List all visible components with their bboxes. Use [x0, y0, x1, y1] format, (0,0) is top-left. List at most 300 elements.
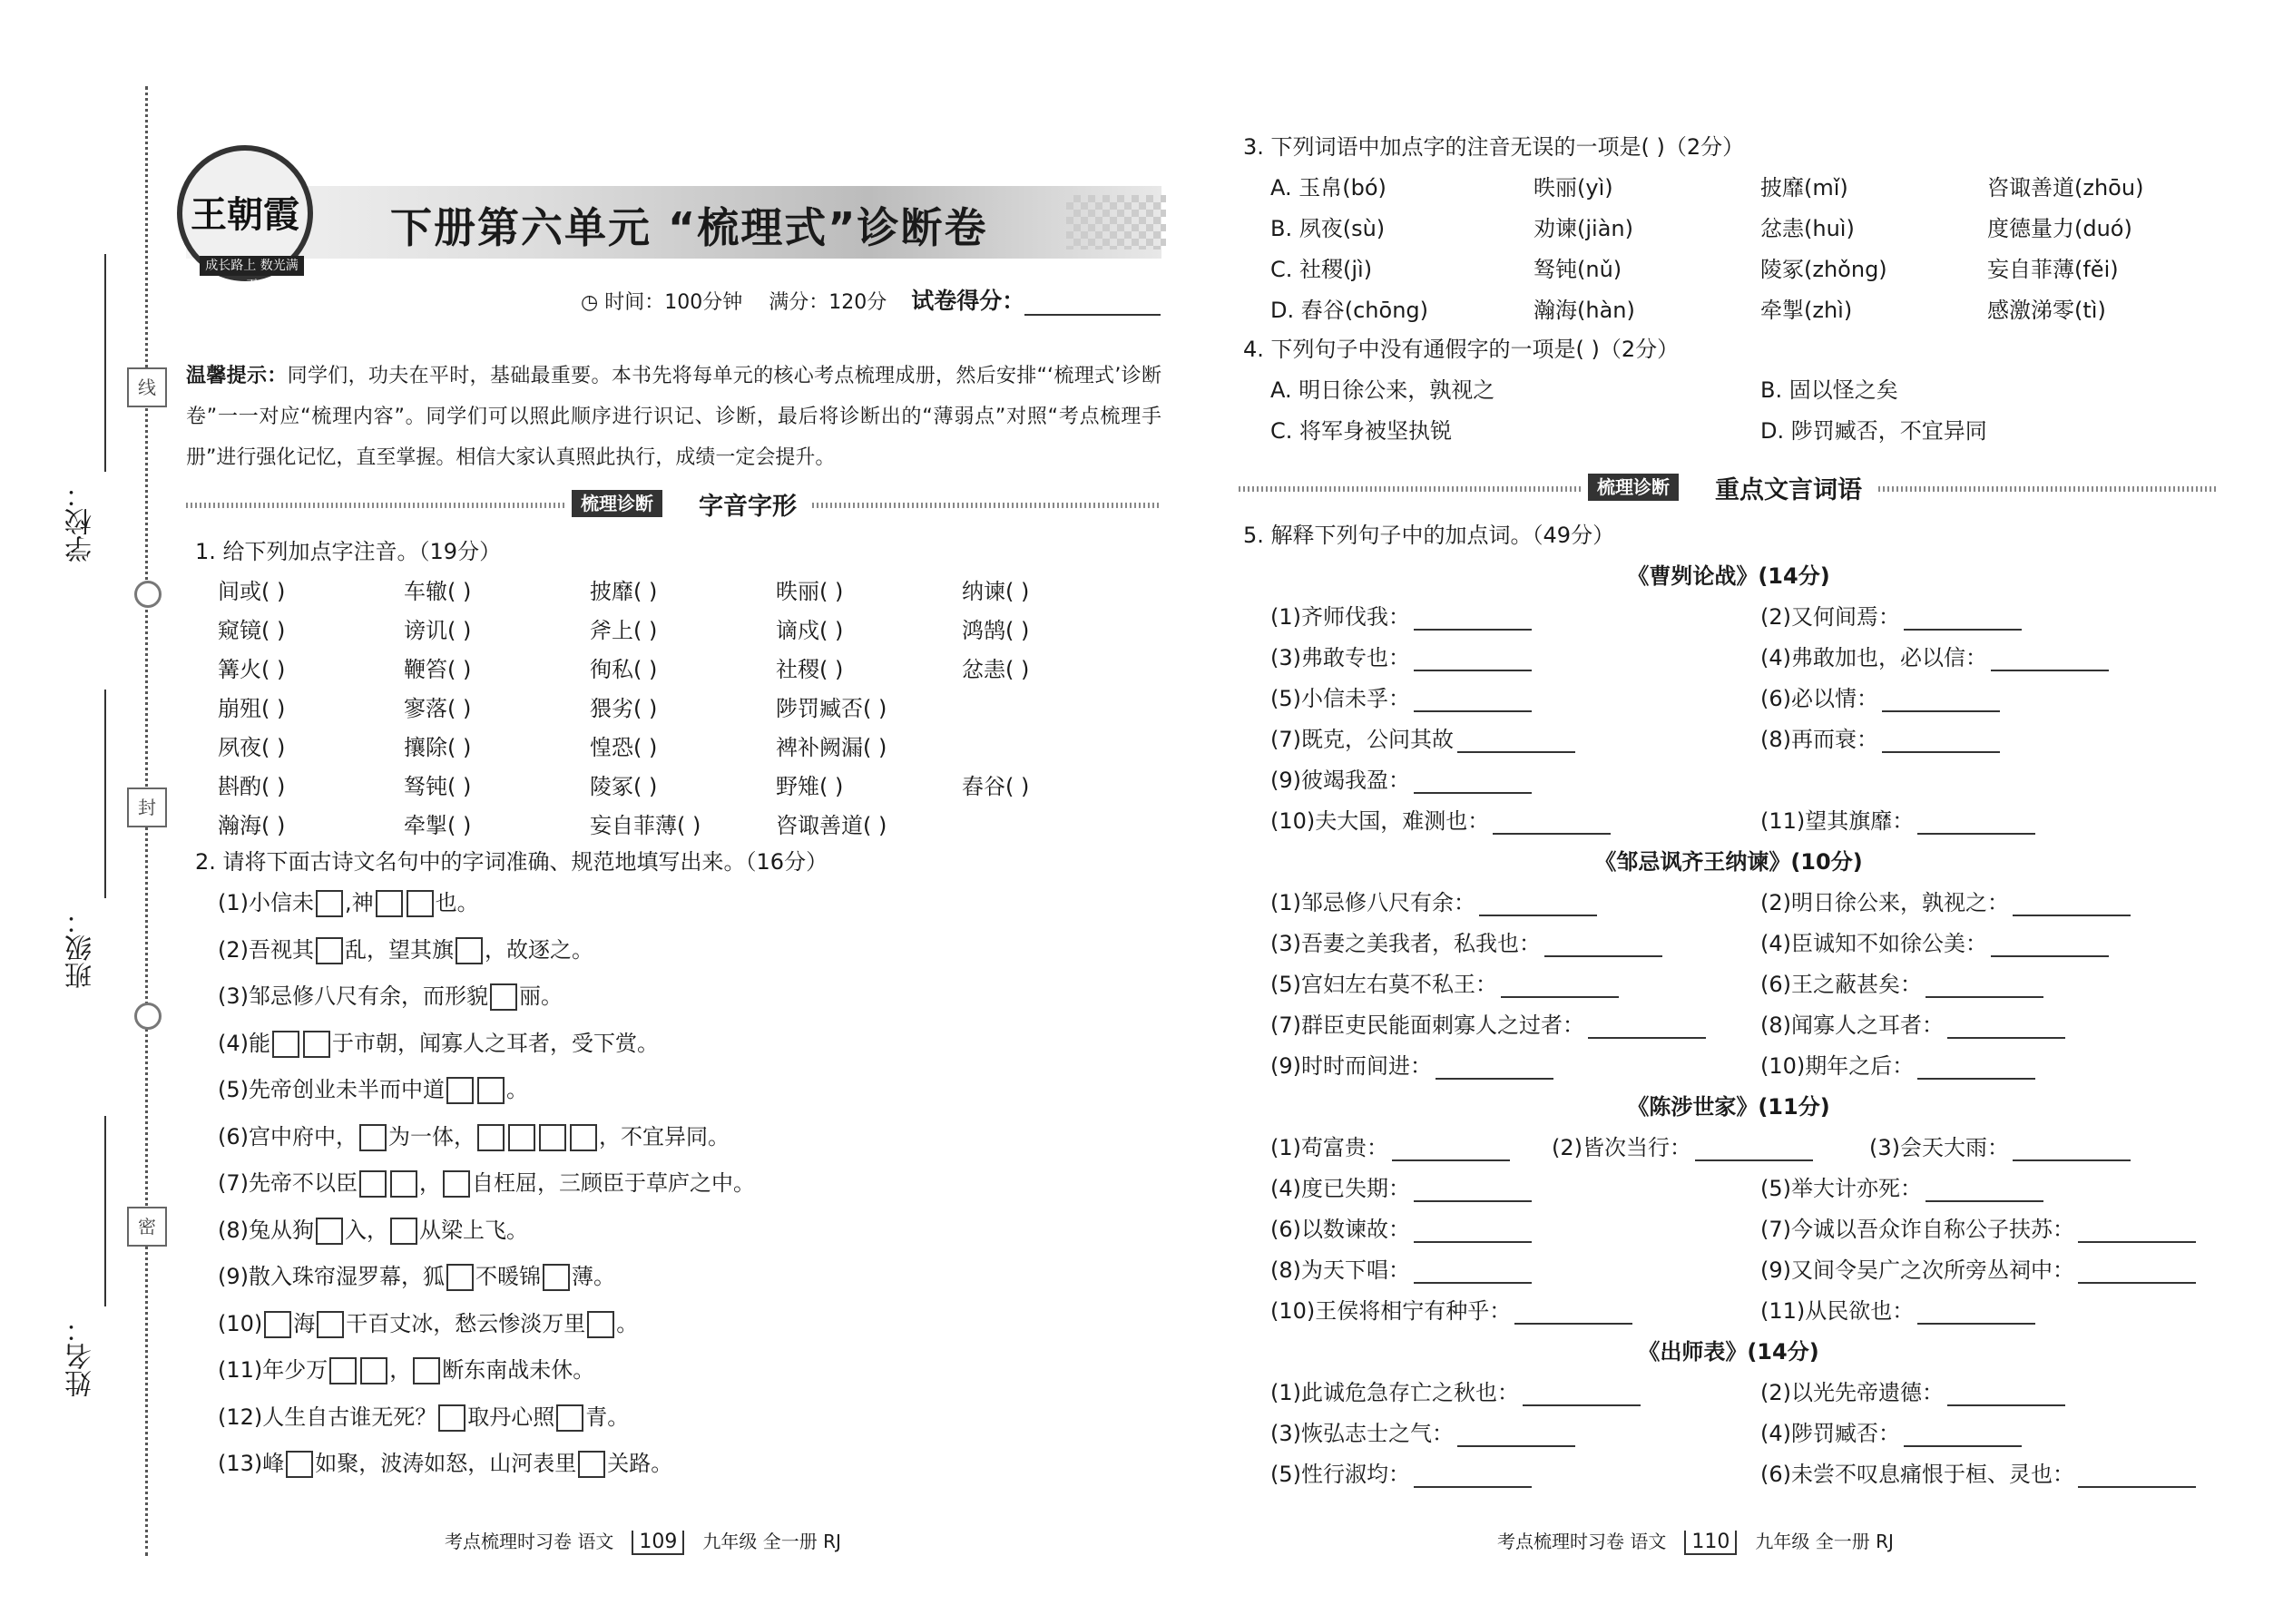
- page-title: 下册第六单元 “梳理式”诊断卷: [390, 203, 988, 252]
- answer-blank[interactable]: [1544, 934, 1662, 957]
- question-5-title: 5. 解释下列句子中的加点词。（49分）: [1243, 523, 1615, 548]
- pinyin-item[interactable]: 牵掣( ): [404, 813, 472, 838]
- question-4-title: 4. 下列句子中没有通假字的一项是( )（2分）: [1243, 337, 1680, 362]
- text-subtitle: 《出师表》(14分): [1638, 1339, 1819, 1365]
- item-text: 。: [616, 1310, 639, 1336]
- item-text: 于市朝，闻寡人之耳者，受下赏。: [332, 1030, 659, 1056]
- item-text: ，故逐之。: [485, 936, 593, 963]
- answer-blank[interactable]: [2078, 1219, 2196, 1243]
- explain-prompt: (5)宫妇左右莫不私王：: [1270, 972, 1497, 997]
- answer-box[interactable]: [303, 1031, 330, 1058]
- item-text: 乱，望其旗: [345, 936, 454, 963]
- fill-in-item: [218, 932, 593, 964]
- pinyin-item[interactable]: 裨补阙漏( ): [776, 735, 887, 760]
- item-text: 从梁上飞。: [419, 1217, 528, 1243]
- score-blank[interactable]: [1024, 292, 1161, 316]
- option-word: 度德量力(duó): [1987, 216, 2132, 241]
- section-dash-left: [1239, 486, 1583, 492]
- question-2-title: 2. 请将下面古诗文名句中的字词准确、规范地填写出来。（16分）: [195, 849, 828, 875]
- answer-box[interactable]: [272, 1031, 299, 1058]
- item-number: (2): [218, 936, 249, 963]
- answer-box[interactable]: [477, 1124, 505, 1151]
- question-4-option-c[interactable]: C. 将军身被坚执锐: [1270, 418, 1453, 444]
- answer-box[interactable]: [316, 890, 343, 917]
- answer-blank[interactable]: [1917, 1056, 2035, 1080]
- answer-box[interactable]: [508, 1124, 535, 1151]
- item-text: 为一体，: [388, 1123, 475, 1150]
- explain-prompt: (11)从民欲也：: [1760, 1298, 1915, 1324]
- item-number: (9): [218, 1264, 249, 1289]
- explain-prompt: (6)以数谏故：: [1270, 1217, 1410, 1242]
- pinyin-item[interactable]: 鸿鹄( ): [962, 618, 1030, 643]
- answer-box[interactable]: [317, 1311, 344, 1338]
- section-tag: 梳理诊断: [572, 490, 662, 517]
- page-number: 109: [632, 1531, 684, 1555]
- explain-item: [1270, 803, 1611, 835]
- item-text: 也。: [435, 890, 479, 915]
- option-word: 陵冢(zhǒng): [1760, 257, 1887, 282]
- explain-item: [1270, 885, 1597, 916]
- item-text: 能: [249, 1030, 270, 1056]
- pinyin-item[interactable]: 徇私( ): [590, 657, 658, 682]
- answer-box[interactable]: [264, 1311, 291, 1338]
- brand-logo-slogan: 成长路上 数光满天: [200, 256, 304, 276]
- explain-prompt: (4)臣诚知不如徐公美：: [1760, 931, 1987, 956]
- option-word: 劝谏(jiàn): [1534, 216, 1633, 241]
- answer-box[interactable]: [316, 1218, 343, 1245]
- answer-box[interactable]: [329, 1357, 357, 1384]
- seal-mark-secret: 密: [127, 1207, 167, 1247]
- pinyin-item[interactable]: 舂谷( ): [962, 774, 1030, 799]
- explain-prompt: (7)既克，公问其故: [1270, 727, 1454, 752]
- answer-box[interactable]: [359, 1124, 387, 1151]
- answer-blank[interactable]: [2078, 1260, 2196, 1284]
- item-text: 干百丈冰，愁云惨淡万里: [346, 1310, 586, 1336]
- explain-item: [1760, 925, 2109, 957]
- option-label[interactable]: C. 社稷(jì): [1270, 257, 1373, 282]
- explain-item: [1270, 1130, 1510, 1161]
- pinyin-item[interactable]: 谪戍( ): [776, 618, 844, 643]
- answer-blank[interactable]: [1917, 811, 2035, 835]
- question-4-option-b[interactable]: B. 固以怪之矣: [1760, 377, 1898, 403]
- explain-item: [1869, 1130, 2131, 1161]
- pinyin-item[interactable]: 车辙( ): [404, 579, 472, 604]
- answer-blank[interactable]: [1947, 1383, 2065, 1406]
- binding-ring-icon: [134, 1003, 162, 1030]
- item-text: 自枉屈，三顾臣于草庐之中。: [472, 1170, 755, 1196]
- item-text: 邹忌修八尺有余，而形貌: [249, 983, 488, 1009]
- item-text: 宫中府中，: [249, 1123, 358, 1150]
- answer-box[interactable]: [360, 1357, 387, 1384]
- answer-box[interactable]: [407, 890, 434, 917]
- answer-box[interactable]: [477, 1077, 505, 1104]
- answer-blank[interactable]: [1414, 689, 1532, 712]
- item-number: (4): [218, 1030, 249, 1056]
- pinyin-item[interactable]: 披靡( ): [590, 579, 658, 604]
- text-subtitle: 《陈涉世家》(11分): [1627, 1094, 1830, 1120]
- answer-blank[interactable]: [1414, 1219, 1532, 1243]
- explain-prompt: (8)为天下唱：: [1270, 1257, 1410, 1283]
- section-dash-right: [1878, 486, 2219, 492]
- fill-in-item: [218, 1025, 659, 1058]
- answer-blank[interactable]: [1501, 974, 1619, 998]
- answer-box[interactable]: [490, 983, 517, 1011]
- fill-in-item: [218, 978, 563, 1011]
- footer-series: 考点梳理时习卷 语文: [445, 1531, 614, 1552]
- text-subtitle: 《邹忌讽齐王纳谏》(10分): [1594, 849, 1863, 875]
- section-title: 重点文言词语: [1715, 476, 1862, 504]
- answer-blank[interactable]: [1436, 1056, 1553, 1080]
- item-number: (1): [218, 890, 249, 915]
- answer-box[interactable]: [286, 1451, 313, 1478]
- answer-blank[interactable]: [1414, 1179, 1532, 1202]
- explain-prompt: (9)时时而间进：: [1270, 1053, 1432, 1079]
- answer-blank[interactable]: [1457, 1423, 1575, 1447]
- item-number: (6): [218, 1123, 249, 1150]
- section-dash-right: [812, 503, 1161, 508]
- answer-box[interactable]: [443, 1170, 470, 1198]
- answer-blank[interactable]: [1588, 1015, 1706, 1039]
- option-label[interactable]: B. 夙夜(sù): [1270, 216, 1386, 241]
- footer-left: [445, 1527, 841, 1555]
- banner-pattern: [1066, 195, 1166, 249]
- option-word: 咨诹善道(zhōu): [1987, 175, 2144, 201]
- explain-item: [1270, 640, 1532, 671]
- explain-item: [1270, 966, 1619, 998]
- item-text: 丽。: [519, 983, 563, 1009]
- answer-box[interactable]: [390, 1218, 417, 1245]
- option-word: 瀚海(hàn): [1534, 298, 1635, 323]
- item-number: (12): [218, 1404, 263, 1430]
- option-word: 昳丽(yì): [1534, 175, 1613, 201]
- section-title: 字音字形: [699, 493, 797, 521]
- explain-item: [1270, 1375, 1641, 1406]
- explain-prompt: (10)期年之后：: [1760, 1053, 1915, 1079]
- answer-blank[interactable]: [2013, 893, 2131, 916]
- explain-prompt: (10)夫大国，难测也：: [1270, 808, 1490, 834]
- name-label: 姓名：: [65, 1316, 97, 1397]
- item-text: 薄。: [572, 1264, 615, 1289]
- item-text: 兔从狗: [249, 1217, 314, 1243]
- option-label[interactable]: D. 舂谷(chōng): [1270, 298, 1428, 323]
- question-1-title: 1. 给下列加点字注音。（19分）: [195, 539, 502, 564]
- explain-item: [1270, 680, 1532, 712]
- item-text: 人生自古谁无死？: [262, 1404, 437, 1430]
- seal-mark-line: 线: [127, 367, 167, 407]
- explain-item: [1760, 1211, 2196, 1243]
- answer-blank[interactable]: [1991, 934, 2109, 957]
- class-underline: [104, 690, 106, 898]
- binding-ring-icon: [134, 581, 162, 608]
- item-text: 吾视其: [249, 936, 314, 963]
- explain-prompt: (4)弗敢加也，必以信：: [1760, 645, 1987, 670]
- explain-prompt: (7)今诚以吾众诈自称公子扶苏：: [1760, 1217, 2074, 1242]
- explain-prompt: (2)皆次当行：: [1552, 1135, 1691, 1160]
- item-text: 关路。: [607, 1451, 673, 1476]
- explain-item: [1760, 966, 2043, 998]
- footer-grade: 九年级 全一册 RJ: [1755, 1531, 1894, 1552]
- item-number: (13): [218, 1451, 263, 1476]
- pinyin-item[interactable]: 瀚海( ): [218, 813, 286, 838]
- item-text: 。: [506, 1077, 528, 1102]
- fill-in-item: [218, 1445, 672, 1478]
- explain-prompt: (6)必以情：: [1760, 686, 1878, 711]
- answer-blank[interactable]: [1414, 1260, 1532, 1284]
- fill-in-item: [218, 1399, 629, 1432]
- answer-blank[interactable]: [1457, 729, 1575, 753]
- answer-blank[interactable]: [1695, 1138, 1813, 1161]
- item-number: (8): [218, 1217, 249, 1243]
- answer-box[interactable]: [438, 1404, 465, 1432]
- explain-item: [1760, 803, 2035, 835]
- explain-prompt: (3)吾妻之美我者，私我也：: [1270, 931, 1541, 956]
- answer-box[interactable]: [539, 1124, 566, 1151]
- name-underline: [104, 1116, 106, 1306]
- answer-box[interactable]: [359, 1170, 387, 1198]
- answer-blank[interactable]: [1904, 607, 2022, 631]
- answer-blank[interactable]: [1493, 811, 1611, 835]
- pinyin-item[interactable]: 纳谏( ): [962, 579, 1030, 604]
- explain-item: [1760, 599, 2022, 631]
- pinyin-item[interactable]: 陵冢( ): [590, 774, 658, 799]
- answer-box[interactable]: [587, 1311, 614, 1338]
- explain-item: [1270, 1211, 1532, 1243]
- pinyin-item[interactable]: 斧上( ): [590, 618, 658, 643]
- explain-prompt: (7)群臣吏民能面刺寡人之过者：: [1270, 1013, 1584, 1038]
- explain-prompt: (9)又间令吴广之次所旁丛祠中：: [1760, 1257, 2074, 1283]
- item-text: 年少万: [262, 1357, 328, 1383]
- item-text: 青。: [585, 1404, 630, 1430]
- pinyin-item[interactable]: 昳丽( ): [776, 579, 844, 604]
- pinyin-item[interactable]: 驽钝( ): [404, 774, 472, 799]
- option-word: 妄自菲薄(fěi): [1987, 257, 2119, 282]
- pinyin-item[interactable]: 陟罚臧否( ): [776, 696, 887, 721]
- item-text: ，: [389, 1357, 412, 1383]
- footer-series: 考点梳理时习卷 语文: [1497, 1531, 1667, 1552]
- explain-item: [1270, 1252, 1532, 1284]
- question-4-option-a[interactable]: A. 明日徐公来，孰视之: [1270, 377, 1495, 403]
- answer-box[interactable]: [316, 937, 343, 964]
- item-text: 海: [293, 1310, 316, 1336]
- pinyin-item[interactable]: 忿恚( ): [962, 657, 1030, 682]
- pinyin-item[interactable]: 谤讥( ): [404, 618, 472, 643]
- explain-prompt: (9)彼竭我盈：: [1270, 768, 1410, 793]
- pinyin-item[interactable]: 猥劣( ): [590, 696, 658, 721]
- explain-prompt: (2)明日徐公来，孰视之：: [1760, 890, 2009, 915]
- item-text: 取丹心照: [467, 1404, 555, 1430]
- item-text: 不暖锦: [475, 1264, 541, 1289]
- pinyin-item[interactable]: 篝火( ): [218, 657, 286, 682]
- tip-box: [186, 356, 1161, 478]
- answer-box[interactable]: [413, 1357, 440, 1384]
- answer-box[interactable]: [376, 890, 403, 917]
- pinyin-item[interactable]: 妄自菲薄( ): [590, 813, 701, 838]
- answer-box[interactable]: [578, 1451, 605, 1478]
- fill-in-item: [218, 1165, 755, 1198]
- item-text: 入，: [345, 1217, 388, 1243]
- explain-item: [1760, 1415, 2022, 1447]
- explain-prompt: (3)恢弘志士之气：: [1270, 1421, 1454, 1446]
- pinyin-item[interactable]: 鞭笞( ): [404, 657, 472, 682]
- answer-box[interactable]: [446, 1077, 474, 1104]
- answer-box[interactable]: [556, 1404, 583, 1432]
- item-text: 断东南战未休。: [442, 1357, 595, 1383]
- explain-prompt: (1)齐师伐我：: [1270, 604, 1410, 630]
- option-word: 牵掣(zhì): [1760, 298, 1853, 323]
- pinyin-item[interactable]: 窥镜( ): [218, 618, 286, 643]
- explain-prompt: (4)度已失期：: [1270, 1176, 1410, 1201]
- section-header-classical-words: [1239, 472, 2219, 504]
- answer-blank[interactable]: [1947, 1015, 2065, 1039]
- option-label[interactable]: A. 玉帛(bó): [1270, 175, 1387, 201]
- explain-item: [1760, 885, 2131, 916]
- answer-box[interactable]: [570, 1124, 597, 1151]
- pinyin-item[interactable]: 咨诹善道( ): [776, 813, 887, 838]
- answer-blank[interactable]: [2078, 1464, 2196, 1488]
- question-4-option-d[interactable]: D. 陟罚臧否，不宜异同: [1760, 418, 1987, 444]
- explain-item: [1270, 599, 1532, 631]
- answer-blank[interactable]: [1926, 974, 2043, 998]
- pinyin-item[interactable]: 惶恐( ): [590, 735, 658, 760]
- answer-blank[interactable]: [2013, 1138, 2131, 1161]
- fill-in-item: [218, 1258, 615, 1291]
- item-number: (10): [218, 1310, 263, 1336]
- pinyin-item[interactable]: 社稷( ): [776, 657, 844, 682]
- explain-item: [1270, 1293, 1632, 1325]
- footer-right: [1497, 1527, 1894, 1555]
- option-word: 驽钝(nǔ): [1534, 257, 1622, 282]
- explain-prompt: (4)陟罚臧否：: [1760, 1421, 1900, 1446]
- name-field: [54, 1116, 136, 1624]
- item-text: 先帝创业未半而中道: [249, 1077, 445, 1102]
- answer-blank[interactable]: [1926, 1179, 2043, 1202]
- answer-blank[interactable]: [1991, 648, 2109, 671]
- option-word: 忿恚(huì): [1760, 216, 1855, 241]
- answer-box[interactable]: [446, 1264, 474, 1291]
- option-word: 感激涕零(tì): [1987, 298, 2106, 323]
- pinyin-item[interactable]: 夙夜( ): [218, 735, 286, 760]
- item-text: 散入珠帘湿罗幕，狐: [249, 1264, 445, 1289]
- item-number: (3): [218, 983, 249, 1009]
- explain-prompt: (3)会天大雨：: [1869, 1135, 2009, 1160]
- answer-blank[interactable]: [1414, 648, 1532, 671]
- fill-in-item: [218, 1119, 730, 1151]
- item-text: ，: [419, 1170, 441, 1196]
- school-underline: [104, 254, 106, 472]
- answer-blank[interactable]: [1514, 1301, 1632, 1325]
- explain-prompt: (11)望其旗靡：: [1760, 808, 1915, 834]
- explain-prompt: (8)闻寡人之耳者：: [1760, 1013, 1944, 1038]
- answer-blank[interactable]: [1523, 1383, 1641, 1406]
- explain-prompt: (1)此诚危急存亡之秋也：: [1270, 1380, 1519, 1405]
- answer-blank[interactable]: [1414, 770, 1532, 794]
- answer-box[interactable]: [543, 1264, 570, 1291]
- exam-time: 时间：100分钟: [604, 291, 743, 314]
- brand-logo-text: 王朝霞: [191, 193, 299, 236]
- clock-icon: ◷: [581, 291, 599, 314]
- answer-blank[interactable]: [1882, 689, 2000, 712]
- explain-item: [1270, 721, 1575, 753]
- tip-text: 同学们，功夫在平时，基础最重要。本书先将每单元的核心考点梳理成册，然后安排“‘梳理式’诊断卷”一一对应“梳理内容”。同学们可以照此顺序进行识记、诊断，最后将诊断出的“薄弱点”对照“考点梳理手册”进行强化记忆，直至掌握。相信大家认真照此执行，成绩一定会提升。: [186, 365, 1161, 469]
- explain-item: [1270, 1415, 1575, 1447]
- fill-in-item: [218, 1212, 528, 1245]
- pinyin-item[interactable]: 野雉( ): [776, 774, 844, 799]
- option-word: 披靡(mǐ): [1760, 175, 1848, 201]
- answer-blank[interactable]: [1414, 607, 1532, 631]
- explain-prompt: (2)以光先帝遗德：: [1760, 1380, 1944, 1405]
- explain-item: [1760, 640, 2109, 671]
- explain-prompt: (6)未尝不叹息痛恨于桓、灵也：: [1760, 1462, 2074, 1487]
- text-subtitle: 《曹刿论战》(14分): [1627, 563, 1830, 589]
- section-tag: 梳理诊断: [1588, 474, 1679, 501]
- explain-item: [1270, 762, 1532, 794]
- fill-in-item: [218, 1306, 638, 1338]
- explain-item: [1760, 1456, 2196, 1488]
- section-header-pronunciation: [186, 488, 1161, 521]
- question-3-title: 3. 下列词语中加点字的注音无误的一项是( )（2分）: [1243, 134, 1745, 160]
- explain-prompt: (5)举大计亦死：: [1760, 1176, 1922, 1201]
- explain-prompt: (8)再而衰：: [1760, 727, 1878, 752]
- fill-in-item: [218, 1352, 594, 1384]
- school-label: 学校：: [65, 481, 97, 563]
- school-field: [54, 254, 136, 762]
- answer-box[interactable]: [456, 937, 483, 964]
- explain-item: [1270, 1170, 1532, 1202]
- seal-mark-seal: 封: [127, 788, 167, 827]
- item-text: 先帝不以臣: [249, 1170, 358, 1196]
- explain-prompt: (2)又何间焉：: [1760, 604, 1900, 630]
- answer-box[interactable]: [390, 1170, 417, 1198]
- page-number: 110: [1684, 1531, 1737, 1555]
- class-label: 班级：: [65, 907, 97, 989]
- explain-prompt: (5)性行淑均：: [1270, 1462, 1410, 1487]
- explain-item: [1760, 1007, 2065, 1039]
- explain-prompt: (3)弗敢专也：: [1270, 645, 1410, 670]
- pinyin-item[interactable]: 斟酌( ): [218, 774, 286, 799]
- explain-item: [1760, 721, 2000, 753]
- explain-item: [1552, 1130, 1813, 1161]
- explain-item: [1760, 1252, 2196, 1284]
- item-number: (5): [218, 1077, 249, 1102]
- item-number: (11): [218, 1357, 263, 1383]
- explain-item: [1760, 1170, 2043, 1202]
- answer-blank[interactable]: [1414, 1464, 1532, 1488]
- fill-in-item: [218, 885, 479, 917]
- pinyin-item[interactable]: 崩殂( ): [218, 696, 286, 721]
- explain-prompt: (1)苟富贵：: [1270, 1135, 1388, 1160]
- pinyin-item[interactable]: 寥落( ): [404, 696, 472, 721]
- score-label: 试卷得分：: [911, 288, 1025, 314]
- answer-blank[interactable]: [1479, 893, 1597, 916]
- item-text: 峰: [262, 1451, 285, 1476]
- item-number: (7): [218, 1170, 249, 1196]
- pinyin-item[interactable]: 间或( ): [218, 579, 286, 604]
- explain-prompt: (5)小信未孚：: [1270, 686, 1410, 711]
- explain-item: [1270, 1048, 1553, 1080]
- footer-grade: 九年级 全一册 RJ: [702, 1531, 841, 1552]
- answer-blank[interactable]: [1917, 1301, 2035, 1325]
- answer-blank[interactable]: [1882, 729, 2000, 753]
- answer-blank[interactable]: [1392, 1138, 1510, 1161]
- explain-item: [1760, 1293, 2035, 1325]
- explain-item: [1760, 680, 2000, 712]
- item-text: 如聚，波涛如怒，山河表里: [315, 1451, 577, 1476]
- tip-label: 温馨提示：: [186, 365, 288, 387]
- pinyin-item[interactable]: 攘除( ): [404, 735, 472, 760]
- section-dash-left: [186, 503, 567, 508]
- exam-info: [581, 283, 1161, 316]
- answer-blank[interactable]: [1904, 1423, 2022, 1447]
